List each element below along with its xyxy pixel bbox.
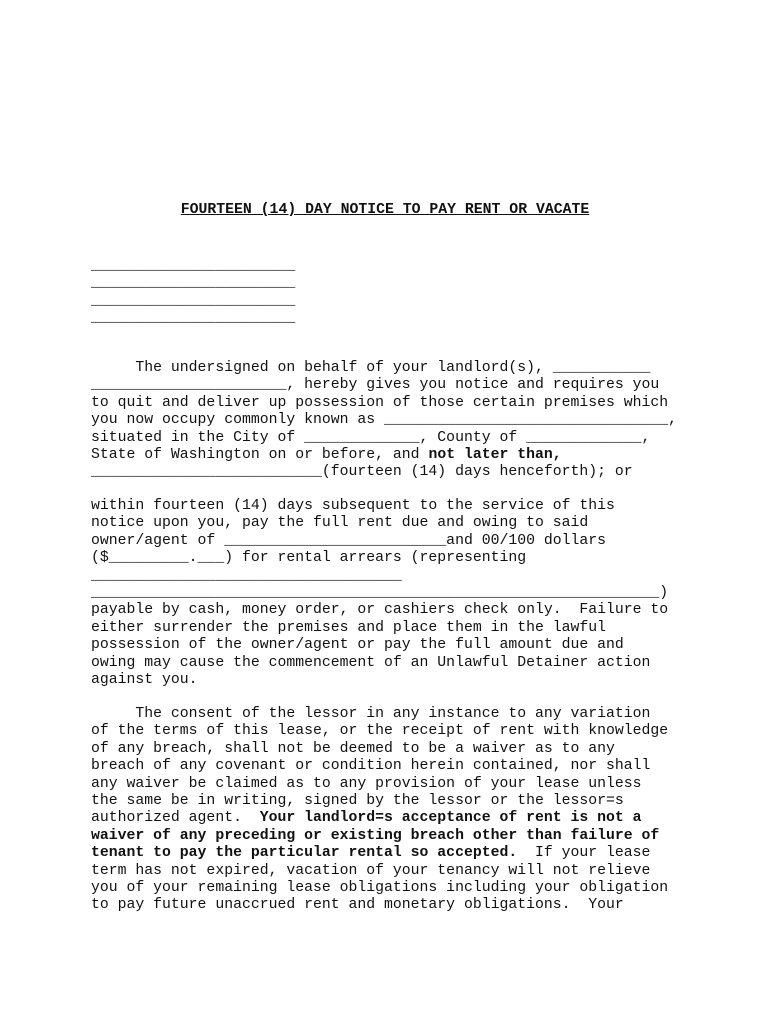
address-blank-line: _______________________	[91, 292, 296, 309]
text-line	[91, 880, 691, 897]
bold-text: not later than,	[428, 446, 562, 463]
text-segment: either surrender the premises and place them in the lawful	[91, 619, 607, 636]
address-blank-line: _______________________	[91, 310, 296, 327]
text-line	[91, 655, 691, 672]
text-segment: The undersigned on behalf of your landlord(s), ___________	[91, 360, 651, 376]
text-segment: The consent of the lessor in any instance to any variation	[91, 706, 651, 722]
text-segment: situated in the City of _____________, County of _____________,	[91, 429, 651, 446]
text-line	[91, 758, 691, 775]
text-segment: possession of the owner/agent or pay the full amount due and	[91, 637, 624, 654]
text-segment: any waiver be claimed as to any provision of your lease unless	[91, 775, 642, 792]
text-segment: owner/agent of _________________________and 00/100 dollars	[91, 532, 607, 549]
text-segment: State of Washington on or before, and	[91, 446, 429, 463]
text-line	[91, 498, 691, 515]
text-line	[91, 845, 691, 862]
text-segment: against you.	[91, 671, 198, 688]
text-segment: to quit and deliver up possession of those certain premises which	[91, 394, 669, 411]
text-line	[91, 515, 691, 532]
text-segment: authorized agent.	[91, 810, 260, 827]
text-segment: If your lease	[517, 845, 651, 862]
notice-title: FOURTEEN (14) DAY NOTICE TO PAY RENT OR VACATE	[180, 202, 590, 218]
text-line	[91, 897, 691, 914]
text-segment: ________________________________________________________________)	[91, 584, 669, 601]
text-line	[91, 741, 691, 758]
text-segment: breach of any covenant or condition herein contained, nor shall	[91, 758, 651, 775]
text-line	[91, 464, 691, 481]
text-segment: of any breach, shall not be deemed to be a waiver as to any	[91, 740, 615, 757]
text-line	[91, 430, 691, 447]
text-line	[91, 360, 691, 377]
text-line	[91, 637, 691, 654]
text-segment: term has not expired, vacation of your tenancy will not relieve	[91, 862, 651, 879]
text-line	[91, 377, 691, 394]
text-line	[91, 863, 691, 880]
text-line	[91, 602, 691, 619]
text-line	[91, 672, 691, 689]
text-line	[91, 620, 691, 637]
text-segment: you now occupy commonly known as ________________________________,	[91, 412, 678, 429]
text-line	[91, 810, 691, 827]
text-segment: ___________________________________	[91, 567, 402, 584]
notice-paragraph-1	[91, 360, 691, 482]
text-line	[91, 395, 691, 412]
text-segment: to pay future unaccrued rent and monetary obligations. Your	[91, 897, 624, 914]
text-line	[91, 533, 691, 550]
notice-paragraph-2	[91, 498, 691, 689]
text-segment: __________________________(fourteen (14) days henceforth); or	[91, 464, 633, 481]
text-segment: owing may cause the commencement of an Unlawful Detainer action	[91, 654, 651, 671]
text-line	[91, 550, 691, 567]
text-segment: the same be in writing, signed by the lessor or the lessor=s	[91, 792, 624, 809]
text-line	[91, 447, 691, 464]
tenant-address-block	[91, 258, 691, 328]
text-segment: within fourteen (14) days subsequent to the service of this	[91, 498, 615, 514]
text-line	[91, 585, 691, 602]
bold-text: Your landlord=s acceptance of rent is not a	[259, 810, 642, 827]
text-line	[91, 706, 691, 723]
text-line	[91, 723, 691, 740]
text-segment: ($_________.___) for rental arrears (representing	[91, 550, 527, 567]
text-segment: payable by cash, money order, or cashiers check only. Failure to	[91, 602, 669, 619]
address-blank-line: _______________________	[91, 275, 296, 292]
bold-text: tenant to pay the particular rental so accepted.	[91, 845, 518, 862]
text-line	[91, 828, 691, 845]
text-segment: you of your remaining lease obligations including your obligation	[91, 879, 669, 896]
notice-paragraph-3	[91, 706, 691, 915]
text-line	[91, 412, 691, 429]
text-line	[91, 776, 691, 793]
text-line	[91, 568, 691, 585]
text-segment: notice upon you, pay the full rent due and owing to said	[91, 515, 589, 532]
text-line	[91, 793, 691, 810]
text-segment: of the terms of this lease, or the receipt of rent with knowledge	[91, 723, 669, 740]
bold-text: waiver of any preceding or existing breach other than failure of	[91, 827, 660, 844]
address-blank-line: _______________________	[91, 258, 296, 274]
text-segment: ______________________, hereby gives you notice and requires you	[91, 377, 660, 394]
